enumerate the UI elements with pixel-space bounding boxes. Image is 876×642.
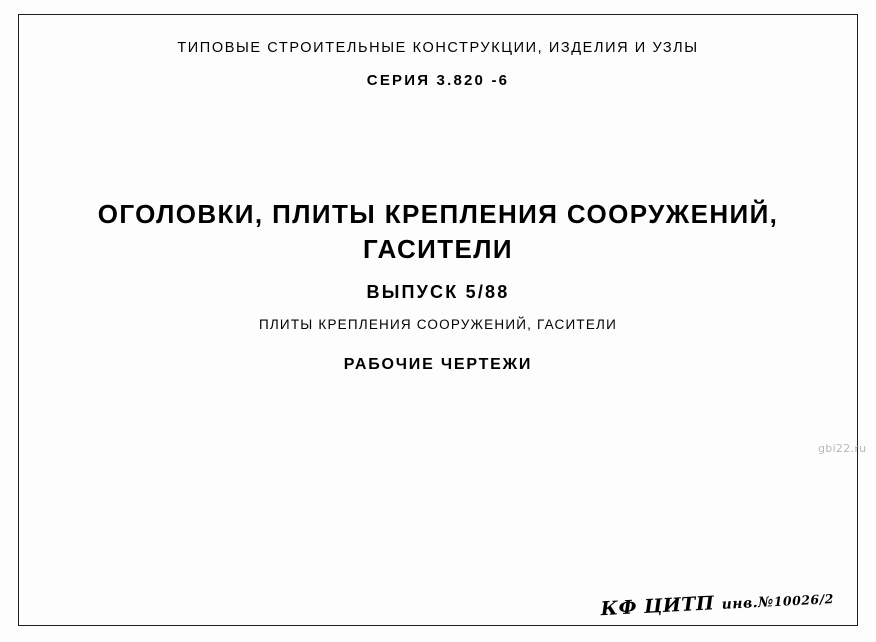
stamp-organization: КФ ЦИТП [599,592,715,621]
issue-subtitle: ПЛИТЫ КРЕПЛЕНИЯ СООРУЖЕНИЙ, ГАСИТЕЛИ [258,317,618,332]
page-title-line-2: ГАСИТЕЛИ [362,234,514,264]
archive-stamp [600,586,834,620]
stamp-inventory-number: 10026/2 [772,591,834,610]
page-title-line-1: ОГОЛОВКИ, ПЛИТЫ КРЕПЛЕНИЯ СООРУЖЕНИЙ, [97,199,779,229]
site-watermark: gbi22.ru [818,442,867,455]
stamp-inventory-label: инв.№ [720,594,774,613]
title-block-content [18,14,867,626]
series-number: СЕРИЯ 3.820 -6 [366,72,510,89]
issue-number: ВЫПУСК 5/88 [366,282,510,302]
header-standard-line: ТИПОВЫЕ СТРОИТЕЛЬНЫЕ КОНСТРУКЦИИ, ИЗДЕЛИЯ И УЗЛЫ [177,40,699,56]
document-kind: РАБОЧИЕ ЧЕРТЕЖИ [343,356,533,373]
